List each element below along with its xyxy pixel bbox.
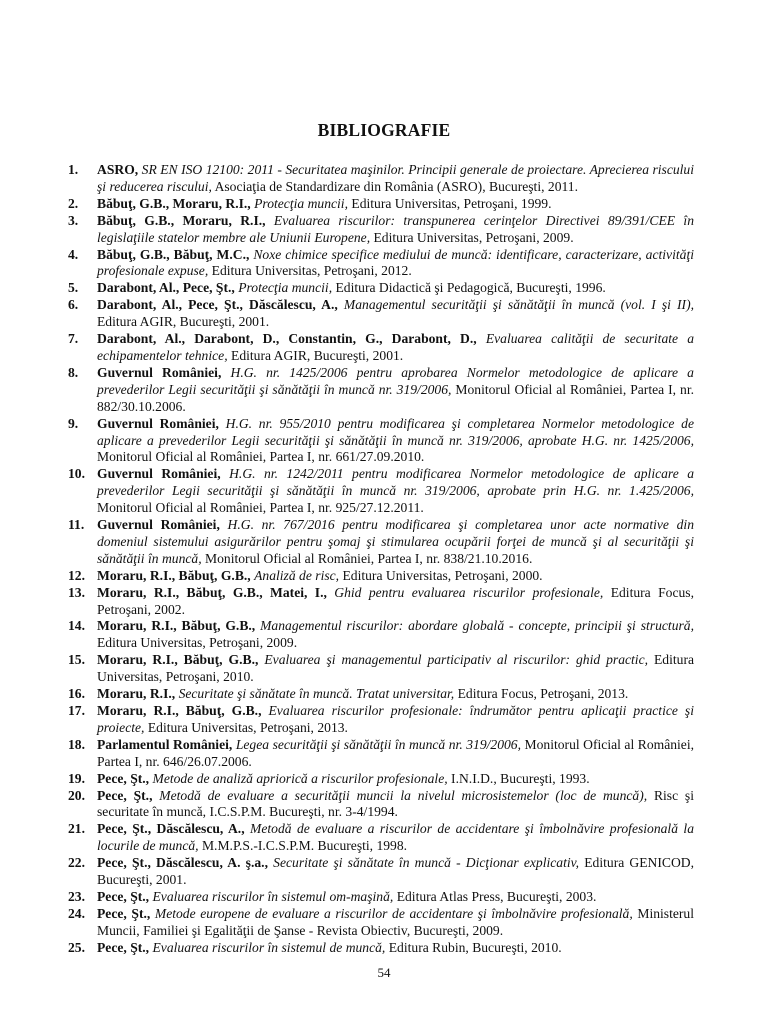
reference-details: Editura Universitas, Petroşani, 2000. [342, 567, 543, 583]
reference-title: H.G. nr. 1242/2011 pentru modificarea Normelor metodologice de aplicare a prevederilor Legii securităţii şi sănătăţii în muncă nr. 319/2006, aprobate prin H.G. nr. 1.425/2006, [97, 466, 694, 499]
reference-number: 20. [68, 787, 85, 803]
bibliography-list [68, 162, 694, 957]
reference-authors: Guvernul României, [97, 466, 221, 482]
reference-entry [68, 365, 694, 416]
reference-number: 19. [68, 770, 85, 786]
page-title: BIBLIOGRAFIE [317, 120, 451, 140]
reference-number: 6. [68, 297, 79, 313]
reference-number: 5. [68, 280, 79, 296]
reference-authors: Parlamentul României, [97, 736, 233, 752]
reference-title: SR EN ISO 12100: 2011 - Securitatea maşinilor. Principii generale de proiectare. Aprecierea riscului şi reducerea riscului, [97, 162, 694, 194]
reference-details: Editura Universitas, Petroşani, 2013. [147, 719, 348, 735]
reference-number: 25. [68, 939, 85, 955]
reference-details: Editura Universitas, Petroşani, 2009. [97, 635, 298, 651]
reference-number: 23. [68, 888, 85, 904]
reference-details: Editura GENICOD, Bucureşti, 2001. [97, 855, 695, 888]
reference-number: 13. [68, 584, 85, 600]
reference-entry [68, 416, 694, 467]
reference-entry [68, 771, 694, 788]
reference-entry [68, 517, 694, 568]
reference-entry [68, 568, 694, 585]
reference-authors: Moraru, R.I., Băbuţ, G.B., [97, 567, 251, 583]
reference-title: Legea securităţii şi sănătăţii în muncă nr. 319/2006, [235, 736, 521, 752]
reference-title: Noxe chimice specifice mediului de muncă: identificare, caracterizare, activităţi profesionale expuse, [97, 246, 694, 279]
reference-authors: Moraru, R.I., Băbuţ, G.B., Matei, I., [97, 584, 327, 600]
reference-details: Editura Universitas, Petroşani, 2009. [373, 229, 574, 245]
reference-entry [68, 466, 694, 517]
reference-entry [68, 297, 694, 331]
reference-title: Ghid pentru evaluarea riscurilor profesionale, [334, 584, 604, 600]
reference-number: 9. [68, 415, 79, 431]
page-number: 54 [377, 965, 391, 980]
reference-entry [68, 162, 694, 196]
reference-entry [68, 889, 694, 906]
reference-authors: Guvernul României, [97, 364, 222, 380]
reference-title: Evaluarea şi managementul participativ al riscurilor: ghid practic, [264, 652, 649, 668]
reference-authors: Băbuţ, G.B., Băbuţ, M.C., [97, 246, 250, 262]
reference-details: Monitorul Oficial al României, Partea I, nr. 646/26.07.2006. [97, 736, 695, 769]
reference-title: Securitate şi sănătate în muncă. Tratat universitar, [178, 686, 455, 702]
reference-title: Managementul securităţii şi sănătăţii în muncă (vol. I şi II), [343, 297, 695, 313]
reference-entry [68, 686, 694, 703]
reference-entry [68, 247, 694, 281]
reference-authors: Moraru, R.I., Băbuţ, G.B., [97, 618, 256, 634]
reference-authors: Pece, Şt., [97, 770, 150, 786]
reference-authors: Moraru, R.I., [97, 686, 176, 702]
reference-entry [68, 821, 694, 855]
reference-title: Evaluarea riscurilor în sistemul de muncă, [152, 939, 386, 955]
reference-entry [68, 940, 694, 957]
reference-details: Ministerul Muncii, Familiei şi Egalităţii de Şanse - Revista Obiectiv, Bucureşti, 2009. [97, 905, 694, 938]
reference-authors: Pece, Şt., Dăscălescu, A., [97, 821, 245, 837]
reference-entry [68, 585, 694, 619]
reference-details: Editura Focus, Petroşani, 2013. [457, 686, 629, 702]
reference-number: 12. [68, 567, 85, 583]
reference-title: Analiză de risc, [254, 567, 340, 583]
reference-number: 22. [68, 855, 85, 871]
reference-details: Risc şi securitate în muncă, I.C.S.P.M. Bucureşti, nr. 3-4/1994. [97, 787, 694, 820]
reference-authors: Pece, Şt., Dăscălescu, A. ş.a., [97, 855, 268, 871]
reference-title: Metodă de evaluare a riscurilor de accidentare şi îmbolnăvire profesională la locurile de muncă, [97, 821, 694, 854]
reference-number: 21. [68, 821, 85, 837]
reference-details: Editura AGIR, Bucureşti, 2001. [97, 314, 270, 330]
reference-authors: Băbuţ, G.B., Moraru, R.I., [97, 195, 251, 211]
reference-title: Evaluarea riscurilor: transpunerea cerinţelor Directivei 89/391/CEE în legislaţiile statelor membre ale Uniunii Europene, [97, 212, 694, 245]
reference-entry [68, 906, 694, 940]
reference-title: Metodă de evaluare a securităţii muncii la nivelul microsistemelor (loc de muncă), [159, 787, 648, 803]
reference-authors: Darabont, Al., Darabont, D., Constantin, G., Darabont, D., [97, 331, 477, 347]
reference-number: 10. [68, 466, 85, 482]
reference-details: Editura Focus, Petroşani, 2002. [97, 584, 694, 617]
reference-details: Monitorul Oficial al României, Partea I, nr. 838/21.10.2016. [205, 550, 533, 566]
reference-number: 8. [68, 364, 79, 380]
reference-entry [68, 652, 694, 686]
reference-number: 7. [68, 331, 79, 347]
reference-authors: Pece, Şt., [97, 787, 153, 803]
reference-authors: Pece, Şt., [97, 905, 151, 921]
reference-details: Monitorul Oficial al României, Partea I, nr. 661/27.09.2010. [97, 449, 425, 465]
reference-number: 18. [68, 736, 85, 752]
reference-title: H.G. nr. 1425/2006 pentru aprobarea Normelor metodologice de aplicare a prevederilor Legii securităţii şi sănătăţii în muncă nr. 319/2006, [97, 364, 694, 397]
reference-details: Monitorul Oficial al României, Partea I, nr. 882/30.10.2006. [97, 381, 694, 414]
reference-title: Evaluarea calităţii de securitate a echipamentelor tehnice, [97, 331, 694, 363]
reference-number: 15. [68, 652, 85, 668]
reference-title: Protecţia muncii, [238, 280, 333, 296]
reference-entry [68, 331, 694, 365]
reference-title: Metode de analiză aprioriсă a riscurilor profesionale, [152, 770, 448, 786]
reference-number: 4. [68, 246, 79, 262]
reference-title: Evaluarea riscurilor profesionale: îndrumător pentru aplicaţii practice şi proiecte, [97, 703, 694, 735]
reference-authors: Pece, Şt., [97, 939, 150, 955]
reference-details: Asociaţia de Standardizare din România (ASRO), Bucureşti, 2011. [214, 178, 578, 194]
reference-authors: Guvernul României, [97, 517, 220, 533]
reference-entry [68, 788, 694, 822]
reference-number: 14. [68, 618, 85, 634]
reference-number: 2. [68, 195, 79, 211]
reference-authors: Darabont, Al., Pece, Şt., Dăscălescu, A., [97, 297, 338, 313]
reference-details: Editura Universitas, Petroşani, 2012. [211, 263, 412, 279]
reference-number: 1. [68, 162, 79, 177]
reference-entry [68, 618, 694, 652]
reference-title: Metode europene de evaluare a riscurilor de accidentare şi îmbolnăvire profesională, [154, 905, 633, 921]
reference-details: Monitorul Oficial al României, Partea I, nr. 925/27.12.2011. [97, 500, 424, 516]
reference-authors: ASRO, [97, 162, 139, 177]
reference-entry [68, 703, 694, 737]
reference-authors: Băbuţ, G.B., Moraru, R.I., [97, 212, 266, 228]
reference-entry [68, 196, 694, 213]
reference-title: Securitate şi sănătate în muncă - Dicţionar explicativ, [273, 855, 580, 871]
reference-authors: Moraru, R.I., Băbuţ, G.B., [97, 703, 262, 718]
reference-authors: Darabont, Al., Pece, Şt., [97, 280, 235, 296]
reference-number: 3. [68, 212, 79, 228]
reference-number: 16. [68, 686, 85, 702]
reference-details: Editura AGIR, Bucureşti, 2001. [231, 347, 404, 363]
reference-title: Managementul riscurilor: abordare globală - concepte, principii şi structură, [260, 618, 694, 634]
reference-number: 11. [68, 517, 85, 533]
reference-title: Protecţia muncii, [254, 195, 348, 211]
reference-details: Editura Rubin, Bucureşti, 2010. [388, 939, 562, 955]
reference-entry [68, 737, 694, 771]
reference-details: Editura Didactică şi Pedagogică, Bucureşti, 1996. [335, 280, 606, 296]
reference-details: Editura Universitas, Petroşani, 2010. [97, 652, 695, 685]
reference-number: 24. [68, 905, 85, 921]
reference-number: 17. [68, 703, 85, 718]
reference-details: Editura Atlas Press, Bucureşti, 2003. [396, 888, 597, 904]
reference-details: Editura Universitas, Petroşani, 1999. [351, 195, 552, 211]
reference-entry [68, 280, 694, 297]
reference-title: H.G. nr. 955/2010 pentru modificarea şi completarea Normelor metodologice de aplicare a prevederilor Legii securităţii şi sănătăţii în muncă nr. 319/2006, aprobate H.G. nr. 1425/2006, [97, 415, 695, 448]
reference-details: I.N.I.D., Bucureşti, 1993. [451, 770, 590, 786]
reference-title: H.G. nr. 767/2016 pentru modificarea şi completarea unor acte normative din domeniul sistemului asigurărilor pentru şomaj şi stimularea ocupării forţei de muncă şi al securităţii şi sănătăţii în muncă, [97, 517, 695, 566]
reference-authors: Moraru, R.I., Băbuţ, G.B., [97, 652, 259, 668]
reference-authors: Pece, Şt., [97, 888, 150, 904]
reference-authors: Guvernul României, [97, 415, 219, 431]
reference-details: M.M.P.S.-I.C.S.P.M. Bucureşti, 1998. [201, 838, 408, 854]
reference-entry [68, 855, 694, 889]
reference-entry [68, 213, 694, 247]
reference-title: Evaluarea riscurilor în sistemul om-maşină, [152, 888, 394, 904]
